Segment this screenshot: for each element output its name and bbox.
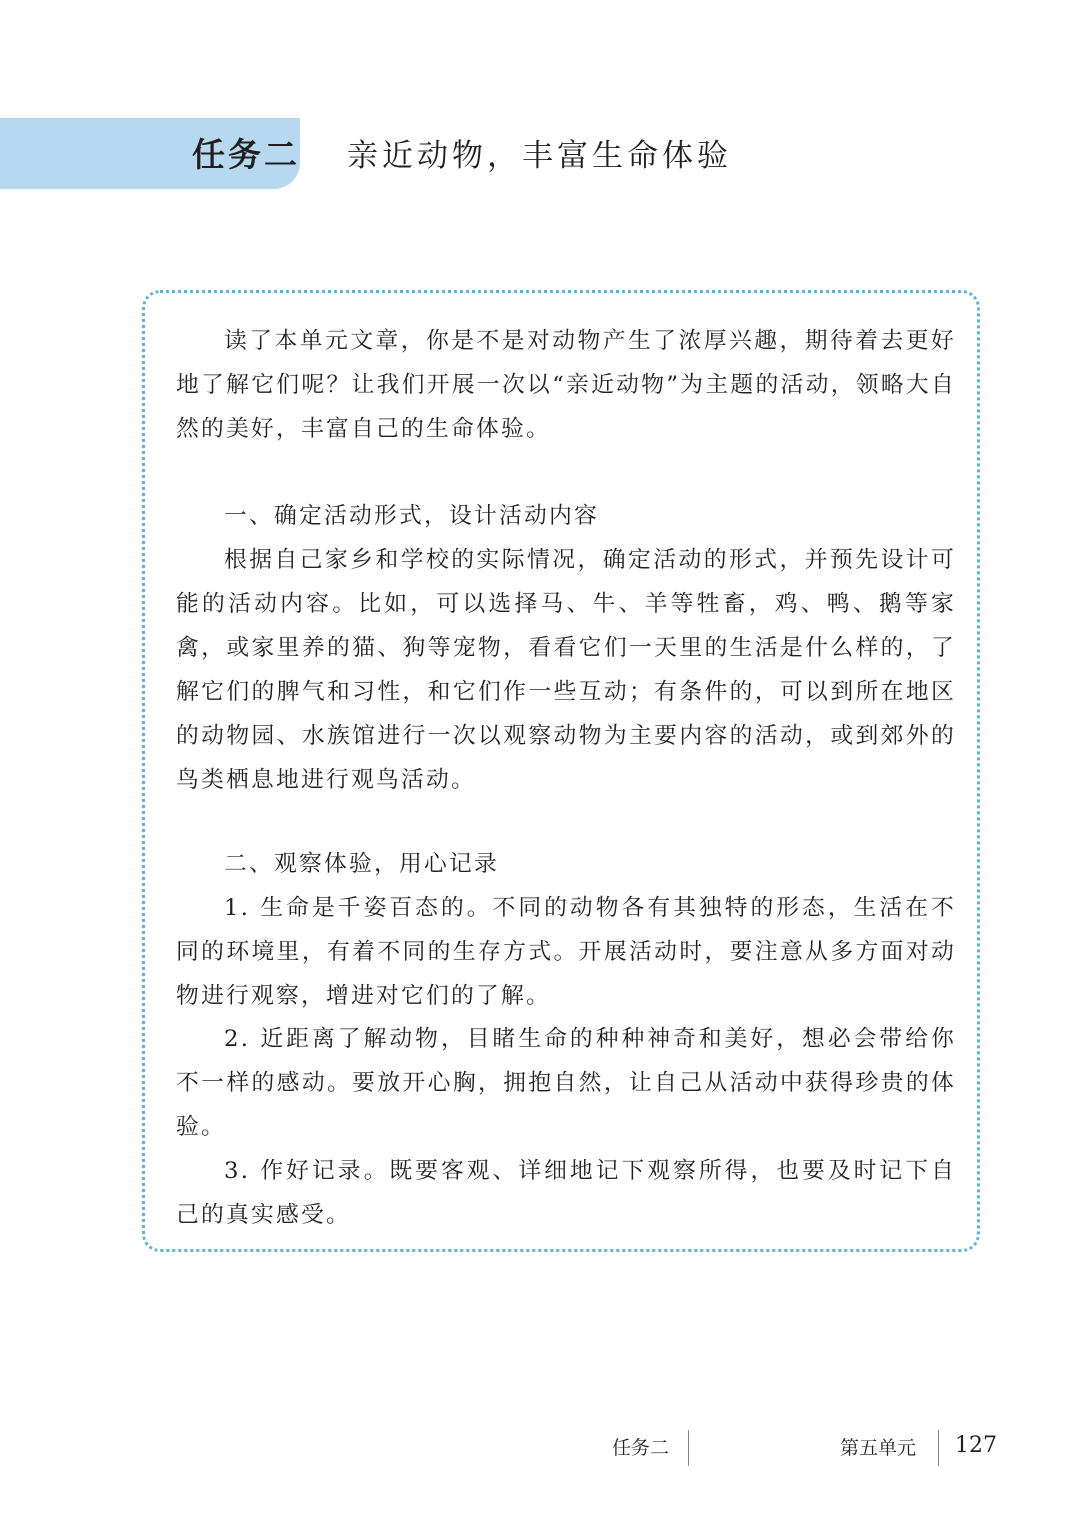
footer-unit: 第五单元 — [840, 1437, 917, 1459]
page-number: 127 — [955, 1433, 997, 1458]
footer-divider — [938, 1430, 939, 1466]
section2-item-3: 3. 作好记录。既要客观、详细地记下观察所得，也要及时记下自己的真实感受。 — [176, 1158, 956, 1228]
footer-task: 任务二 — [612, 1437, 670, 1459]
section2-heading: 二、观察体验，用心记录 — [224, 851, 499, 877]
task-label: 任务二 — [192, 135, 300, 174]
footer-divider — [688, 1430, 689, 1466]
intro-paragraph: 读了本单元文章，你是不是对动物产生了浓厚兴趣，期待着去更好地了解它们呢？让我们开展一次以“亲近动物”为主题的活动，领略大自然的美好，丰富自己的生命体验。 — [176, 328, 956, 442]
section2-item-2: 2. 近距离了解动物，目睹生命的种种神奇和美好，想必会带给你不一样的感动。要放开心胸，拥抱自然，让自己从活动中获得珍贵的体验。 — [176, 1026, 956, 1140]
section1-body: 根据自己家乡和学校的实际情况，确定活动的形式，并预先设计可能的活动内容。比如，可以选择马、牛、羊等牲畜，鸡、鸭、鹅等家禽，或家里养的猫、狗等宠物，看看它们一天里的生活是什么样的，了解它们的脾气和习性，和它们作一些互动；有条件的，可以到所在地区的动物园、水族馆进行一次以观察动物为主要内容的活动，或到郊外的鸟类栖息地进行观鸟活动。 — [176, 547, 956, 793]
section1-heading: 一、确定活动形式，设计活动内容 — [224, 503, 599, 529]
section2-item-1: 1. 生命是千姿百态的。不同的动物各有其独特的形态，生活在不同的环境里，有着不同的生存方式。开展活动时，要注意从多方面对动物进行观察，增进对它们的了解。 — [176, 895, 956, 1009]
task-title: 亲近动物，丰富生命体验 — [347, 138, 732, 174]
